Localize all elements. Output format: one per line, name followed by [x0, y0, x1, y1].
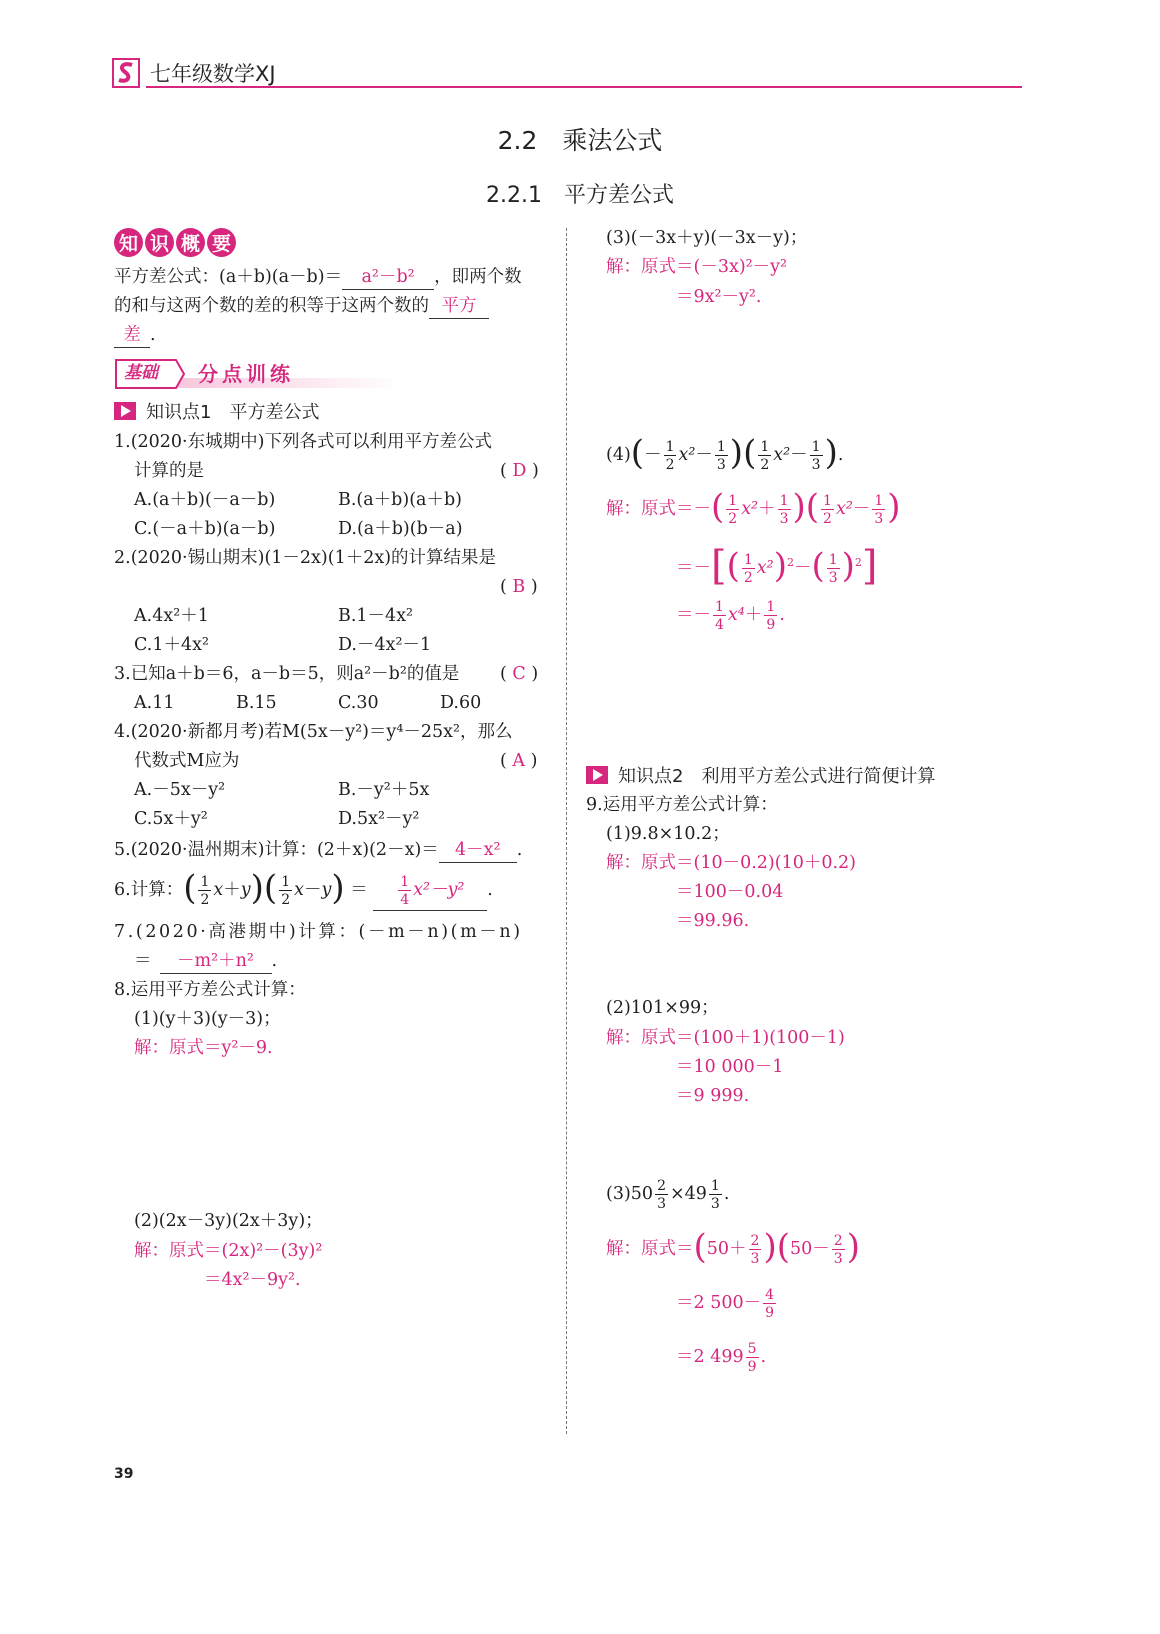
q8-part-3-solution-2: ＝9x²－y². [676, 287, 762, 307]
q8-part-3: (3)(－3x＋y)(－3x－y)； [606, 228, 808, 248]
q1-option-a: A.(a＋b)(－a－b) [134, 490, 276, 510]
q2-option-a: A.4x²＋1 [134, 606, 209, 626]
banner-title: 分点训练 [198, 362, 294, 386]
q4-option-a: A.－5x－y² [134, 780, 226, 800]
q8-part-4-solution-2: ＝－[( $\frac{1}{2}$ x²)$^2$－( $\frac{1}{3}$ )$^2$] [676, 542, 878, 589]
summary-answer-2: 平方 [429, 294, 489, 319]
q2-option-c: C.1＋4x² [134, 635, 209, 655]
q7-answer: －m²＋n² [160, 949, 272, 974]
section-title: 2.2 乘法公式 [497, 126, 663, 155]
q8-part-4-solution-3: ＝－ $\frac{1}{4}$ x⁴＋ $\frac{1}{9}$ . [676, 598, 785, 633]
play-triangle-icon [586, 766, 608, 784]
q3-option-d: D.60 [440, 693, 482, 713]
q9-stem: 9.运用平方差公式计算： [586, 795, 778, 815]
header-title: 七年级数学XJ [150, 62, 276, 86]
q7-stem: 7.(2020·高港期中)计算：(－m－n)(m－n) [114, 922, 523, 942]
summary-answer-1: a²－b² [342, 265, 434, 290]
badge-char: 要 [207, 228, 236, 257]
q1-stem: 1.(2020·东城期中)下列各式可以利用平方差公式 [114, 432, 492, 452]
q8-part-1: (1)(y＋3)(y－3)； [134, 1009, 281, 1029]
subsection-title: 2.2.1 平方差公式 [486, 183, 674, 208]
page-number: 39 [114, 1466, 134, 1482]
badge-char: 知 [114, 228, 143, 257]
q9-part-3: (3)50 $\frac{2}{3}$ ×49 $\frac{1}{3}$ . [606, 1177, 730, 1212]
q9-part-2: (2)101×99； [606, 998, 719, 1018]
q8-part-2-solution-2: ＝4x²－9y². [204, 1270, 301, 1290]
badge-char: 识 [145, 228, 174, 257]
q6-line: 6.计算：( $\frac{1}{2}$ x＋y)( $\frac{1}{2}$ x－y) ＝ $\frac{1}{4}$ x²－y² . [114, 868, 493, 912]
q8-part-2: (2)(2x－3y)(2x＋3y)； [134, 1211, 323, 1231]
badge-char: 概 [176, 228, 205, 257]
q1-option-d: D.(a＋b)(b－a) [338, 519, 463, 539]
q6-answer: $\frac{1}{4}$ x²－y² [373, 870, 487, 911]
knowledge-point-1: 知识点1 平方差公式 [114, 398, 319, 424]
q4-option-d: D.5x²－y² [338, 809, 420, 829]
q1-option-b: B.(a＋b)(a＋b) [338, 490, 463, 510]
q8-part-4: (4)(－ $\frac{1}{2}$ x²－ $\frac{1}{3}$ )( $\frac{1}{2}$ x²－ $\frac{1}{3}$ ). [606, 432, 844, 473]
q4-stem-2: 代数式M应为 [134, 751, 240, 771]
q9-part-2-solution-1: 解：原式＝(100＋1)(100－1) [606, 1028, 845, 1048]
knowledge-summary-badge [114, 228, 236, 257]
q8-part-4-solution-1: 解：原式＝－( $\frac{1}{2}$ x²＋ $\frac{1}{3}$ )( $\frac{1}{2}$ x²－ $\frac{1}{3}$ ) [606, 486, 901, 527]
q2-stem: 2.(2020·锡山期末)(1－2x)(1＋2x)的计算结果是 [114, 548, 497, 568]
q9-part-1-solution-1: 解：原式＝(10－0.2)(10＋0.2) [606, 853, 857, 873]
q9-part-3-solution-1: 解：原式＝(50＋ $\frac{2}{3}$ )(50－ $\frac{2}{3}$ ) [606, 1226, 860, 1267]
q8-part-3-solution-1: 解：原式＝(－3x)²－y² [606, 257, 788, 277]
q1-stem-2: 计算的是 [134, 461, 204, 481]
q9-part-1-solution-2: ＝100－0.04 [676, 882, 784, 902]
q3-option-a: A.11 [134, 693, 175, 713]
publisher-logo-icon [112, 58, 140, 88]
q5-line: 5.(2020·温州期末)计算：(2＋x)(2－x)＝ 4－x² . [114, 835, 522, 865]
q2-option-d: D.－4x²－1 [338, 635, 432, 655]
q4-answer: ( A ) [500, 751, 538, 771]
q9-part-1-solution-3: ＝99.96. [676, 911, 750, 931]
q4-option-c: C.5x＋y² [134, 809, 208, 829]
summary-line-1: 平方差公式：(a＋b)(a－b)＝ a²－b² ，即两个数 [114, 262, 522, 292]
q3-option-c: C.30 [338, 693, 379, 713]
banner-label: 基础 [124, 363, 158, 383]
q8-part-2-solution-1: 解：原式＝(2x)²－(3y)² [134, 1241, 323, 1261]
q1-option-c: C.(－a＋b)(a－b) [134, 519, 276, 539]
q9-part-1: (1)9.8×10.2； [606, 824, 730, 844]
q3-answer: ( C ) [500, 664, 539, 684]
q2-option-b: B.1－4x² [338, 606, 414, 626]
q5-answer: 4－x² [439, 838, 517, 863]
q9-part-3-solution-3: ＝2 499 $\frac{5}{9}$ . [676, 1340, 767, 1375]
summary-line-2: 的和与这两个数的差的积等于这两个数的 平方 [114, 291, 489, 321]
q8-part-1-solution: 解：原式＝y²－9. [134, 1038, 273, 1058]
q2-answer: ( B ) [500, 577, 538, 597]
q8-stem: 8.运用平方差公式计算： [114, 980, 306, 1000]
q7-line-2: ＝ －m²＋n² . [134, 946, 277, 976]
q4-stem: 4.(2020·新都月考)若M(5x－y²)＝y⁴－25x²，那么 [114, 722, 513, 742]
q1-answer: ( D ) [500, 461, 539, 481]
q9-part-2-solution-2: ＝10 000－1 [676, 1057, 784, 1077]
header-rule [146, 86, 1022, 88]
q4-option-b: B.－y²＋5x [338, 780, 430, 800]
summary-line-3: 差 . [114, 320, 156, 350]
q3-stem: 3.已知a＋b＝6，a－b＝5，则a²－b²的值是 [114, 664, 460, 684]
column-divider [566, 228, 567, 1434]
play-triangle-icon [114, 402, 136, 420]
q3-option-b: B.15 [236, 693, 277, 713]
q9-part-2-solution-3: ＝9 999. [676, 1086, 750, 1106]
q9-part-3-solution-2: ＝2 500－ $\frac{4}{9}$ [676, 1286, 775, 1321]
knowledge-point-2: 知识点2 利用平方差公式进行简便计算 [586, 762, 935, 788]
